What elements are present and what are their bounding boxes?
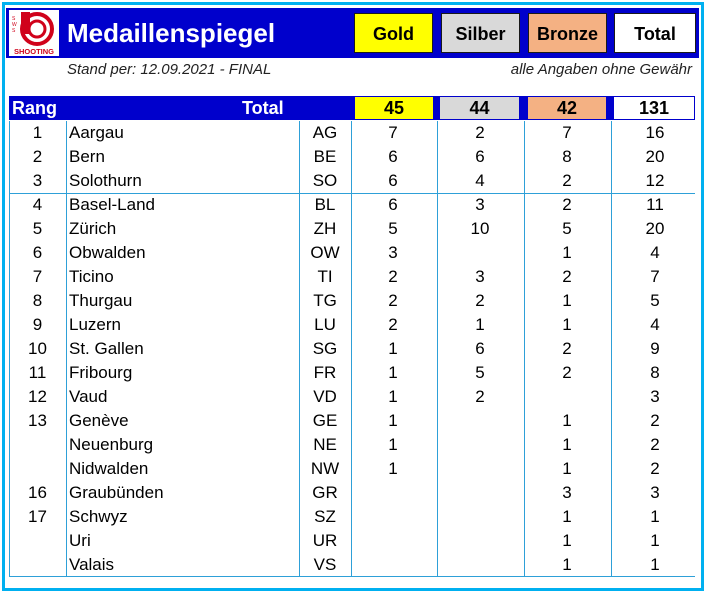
rank-cell: 2 (32, 147, 43, 166)
canton-name-cell: Aargau (69, 123, 124, 142)
swiss-shooting-logo (9, 10, 59, 56)
rank-cell: 16 (28, 483, 47, 502)
rank-cell (10, 433, 65, 457)
canton-name-cell: Schwyz (69, 507, 128, 526)
table-row (10, 217, 696, 241)
canton-name-cell: Bern (69, 147, 105, 166)
table-row (10, 337, 696, 361)
canton-name-cell: Zürich (69, 219, 117, 238)
bronze-count-cell: 1 (562, 291, 572, 310)
table-row (10, 361, 696, 385)
rank-cell: 6 (32, 243, 43, 262)
total-header-label: Total (242, 98, 284, 118)
silber-button[interactable]: Silber (441, 13, 520, 53)
canton-code-cell: TI (317, 267, 333, 286)
rank-cell: 7 (32, 267, 43, 286)
canton-code-cell: VD (313, 387, 337, 406)
gold-button[interactable]: Gold (354, 13, 433, 53)
rank-cell: 5 (32, 219, 43, 238)
total-count-cell: 2 (650, 435, 660, 454)
total-count-cell: 20 (645, 219, 665, 238)
overall-total: 131 (614, 97, 694, 119)
silber-count-cell: 1 (475, 315, 485, 334)
table-row (10, 265, 696, 289)
table-row (10, 385, 696, 409)
rank-cell: 10 (28, 339, 47, 358)
total-count-cell: 5 (650, 291, 660, 310)
rank-cell (10, 457, 65, 481)
disclaimer-text: alle Angaben ohne Gewähr (510, 61, 692, 78)
total-count-cell: 9 (650, 339, 660, 358)
canton-code-cell: GR (312, 483, 338, 502)
bronze-count-cell (527, 385, 607, 409)
silber-count-cell: 3 (475, 195, 485, 214)
gold-count-cell: 6 (388, 195, 398, 214)
gold-count-cell: 7 (388, 123, 398, 142)
rank-cell: 17 (28, 507, 47, 526)
gold-count-cell: 5 (388, 219, 398, 238)
gold-count-cell: 1 (388, 387, 398, 406)
table-row (10, 481, 696, 505)
total-count-cell: 4 (650, 243, 660, 262)
gold-count-cell: 1 (388, 363, 398, 382)
total-count-cell: 1 (650, 507, 660, 526)
bronze-count-cell: 2 (562, 171, 572, 190)
canton-code-cell: GE (312, 411, 338, 430)
gold-count-cell (353, 553, 433, 577)
canton-name-cell: Fribourg (69, 363, 133, 382)
silber-count-cell (440, 457, 520, 481)
canton-code-cell: ZH (313, 219, 337, 238)
gold-count-cell: 2 (388, 267, 398, 286)
canton-name-cell: Thurgau (69, 291, 133, 310)
bronze-count-cell: 1 (562, 411, 572, 430)
canton-code-cell: NW (310, 459, 340, 478)
table-row (10, 169, 696, 193)
canton-name-cell: Solothurn (69, 171, 142, 190)
canton-code-cell: BE (313, 147, 337, 166)
table-row (10, 121, 696, 145)
total-count-cell: 1 (650, 531, 660, 550)
total-count-cell: 12 (645, 171, 665, 190)
bronze-count-cell: 1 (562, 459, 572, 478)
table-row (10, 433, 696, 457)
canton-code-cell: NE (313, 435, 337, 454)
total-count-cell: 8 (650, 363, 660, 382)
canton-code-cell: SG (312, 339, 338, 358)
gold-total: 45 (355, 97, 433, 119)
silber-count-cell: 6 (475, 147, 485, 166)
rank-cell: 3 (32, 171, 43, 190)
canton-name-cell: Uri (69, 531, 91, 550)
canton-name-cell: Neuenburg (69, 435, 154, 454)
svg-text:SHOOTING: SHOOTING (13, 47, 55, 56)
bronze-count-cell: 7 (562, 123, 572, 142)
total-count-cell: 20 (645, 147, 665, 166)
table-row (10, 145, 696, 169)
silber-count-cell: 5 (475, 363, 485, 382)
canton-name-cell: Luzern (69, 315, 121, 334)
canton-name-cell: Vaud (69, 387, 108, 406)
silber-count-cell (440, 529, 520, 553)
bronze-count-cell: 3 (562, 483, 572, 502)
bronze-count-cell: 5 (562, 219, 572, 238)
canton-code-cell: OW (310, 243, 340, 262)
silber-count-cell (440, 553, 520, 577)
table-row (10, 289, 696, 313)
canton-code-cell: AG (312, 123, 338, 142)
canton-name-cell: Nidwalden (69, 459, 149, 478)
total-count-cell: 3 (650, 387, 660, 406)
silber-count-cell: 4 (475, 171, 485, 190)
rank-cell: 9 (32, 315, 43, 334)
gold-count-cell: 1 (388, 435, 398, 454)
stand-date: Stand per: 12.09.2021 - FINAL (67, 61, 272, 78)
medal-table (9, 121, 695, 577)
table-row (10, 529, 696, 553)
canton-code-cell: LU (314, 315, 336, 334)
total-button[interactable]: Total (614, 13, 696, 53)
table-row (10, 457, 696, 481)
table-row (10, 553, 696, 577)
canton-code-cell: FR (313, 363, 337, 382)
svg-text:S: S (12, 28, 16, 34)
gold-count-cell: 1 (388, 459, 398, 478)
rank-cell: 12 (28, 387, 47, 406)
total-count-cell: 1 (650, 555, 660, 574)
bronze-count-cell: 2 (562, 339, 572, 358)
table-row (10, 313, 696, 337)
silber-count-cell: 2 (475, 291, 485, 310)
gold-count-cell: 3 (388, 243, 398, 262)
bronze-count-cell: 8 (562, 147, 572, 166)
total-count-cell: 7 (650, 267, 660, 286)
table-row (10, 193, 696, 217)
gold-count-cell (353, 481, 433, 505)
gold-count-cell: 2 (388, 291, 398, 310)
canton-name-cell: Genève (69, 411, 129, 430)
canton-name-cell: Valais (69, 555, 115, 574)
canton-name-cell: Obwalden (69, 243, 146, 262)
silber-count-cell (440, 409, 520, 433)
rank-cell: 4 (32, 195, 43, 214)
bronze-count-cell: 1 (562, 555, 572, 574)
canton-name-cell: Basel-Land (69, 195, 156, 214)
rank-cell: 1 (32, 123, 43, 142)
silber-count-cell: 2 (475, 387, 485, 406)
page-title: Medaillenspiegel (67, 18, 276, 48)
silber-count-cell: 2 (475, 123, 485, 142)
silber-count-cell (440, 433, 520, 457)
table-row (10, 241, 696, 265)
silber-count-cell: 6 (475, 339, 485, 358)
bronze-count-cell: 1 (562, 531, 572, 550)
svg-text:S: S (12, 16, 16, 22)
total-count-cell: 16 (645, 123, 665, 142)
svg-text:W: W (12, 22, 17, 28)
canton-code-cell: TG (313, 291, 337, 310)
silber-count-cell (440, 481, 520, 505)
rank-cell (10, 553, 65, 577)
bronze-count-cell: 1 (562, 507, 572, 526)
bronze-count-cell: 1 (562, 315, 572, 334)
gold-count-cell: 6 (388, 147, 398, 166)
table-row (10, 505, 696, 529)
canton-code-cell: VS (313, 555, 337, 574)
rank-cell (10, 529, 65, 553)
bronze-button[interactable]: Bronze (528, 13, 607, 53)
gold-count-cell (353, 505, 433, 529)
total-count-cell: 11 (646, 195, 664, 214)
gold-count-cell: 6 (388, 171, 398, 190)
canton-name-cell: St. Gallen (69, 339, 144, 358)
canton-code-cell: SO (312, 171, 338, 190)
bronze-count-cell: 1 (562, 243, 572, 262)
bronze-count-cell: 1 (562, 435, 572, 454)
canton-code-cell: BL (314, 195, 336, 214)
canton-code-cell: SZ (314, 507, 336, 526)
bronze-total: 42 (528, 97, 606, 119)
gold-count-cell (353, 529, 433, 553)
total-count-cell: 2 (650, 459, 660, 478)
rank-cell: 11 (28, 363, 47, 382)
rang-header: Rang (12, 98, 57, 118)
total-count-cell: 3 (650, 483, 660, 502)
silber-count-cell: 3 (475, 267, 485, 286)
gold-count-cell: 2 (388, 315, 398, 334)
rank-cell: 13 (28, 411, 47, 430)
total-count-cell: 4 (650, 315, 660, 334)
silber-count-cell (440, 505, 520, 529)
silber-total: 44 (440, 97, 519, 119)
gold-count-cell: 1 (388, 339, 398, 358)
total-count-cell: 2 (650, 411, 660, 430)
table-row (10, 409, 696, 433)
silber-count-cell (440, 241, 520, 265)
bronze-count-cell: 2 (562, 363, 572, 382)
canton-name-cell: Ticino (69, 267, 114, 286)
canton-code-cell: UR (312, 531, 338, 550)
rank-cell: 8 (32, 291, 43, 310)
canton-name-cell: Graubünden (69, 483, 164, 502)
bronze-count-cell: 2 (562, 195, 572, 214)
silber-count-cell: 10 (470, 219, 490, 238)
bronze-count-cell: 2 (562, 267, 572, 286)
gold-count-cell: 1 (388, 411, 398, 430)
